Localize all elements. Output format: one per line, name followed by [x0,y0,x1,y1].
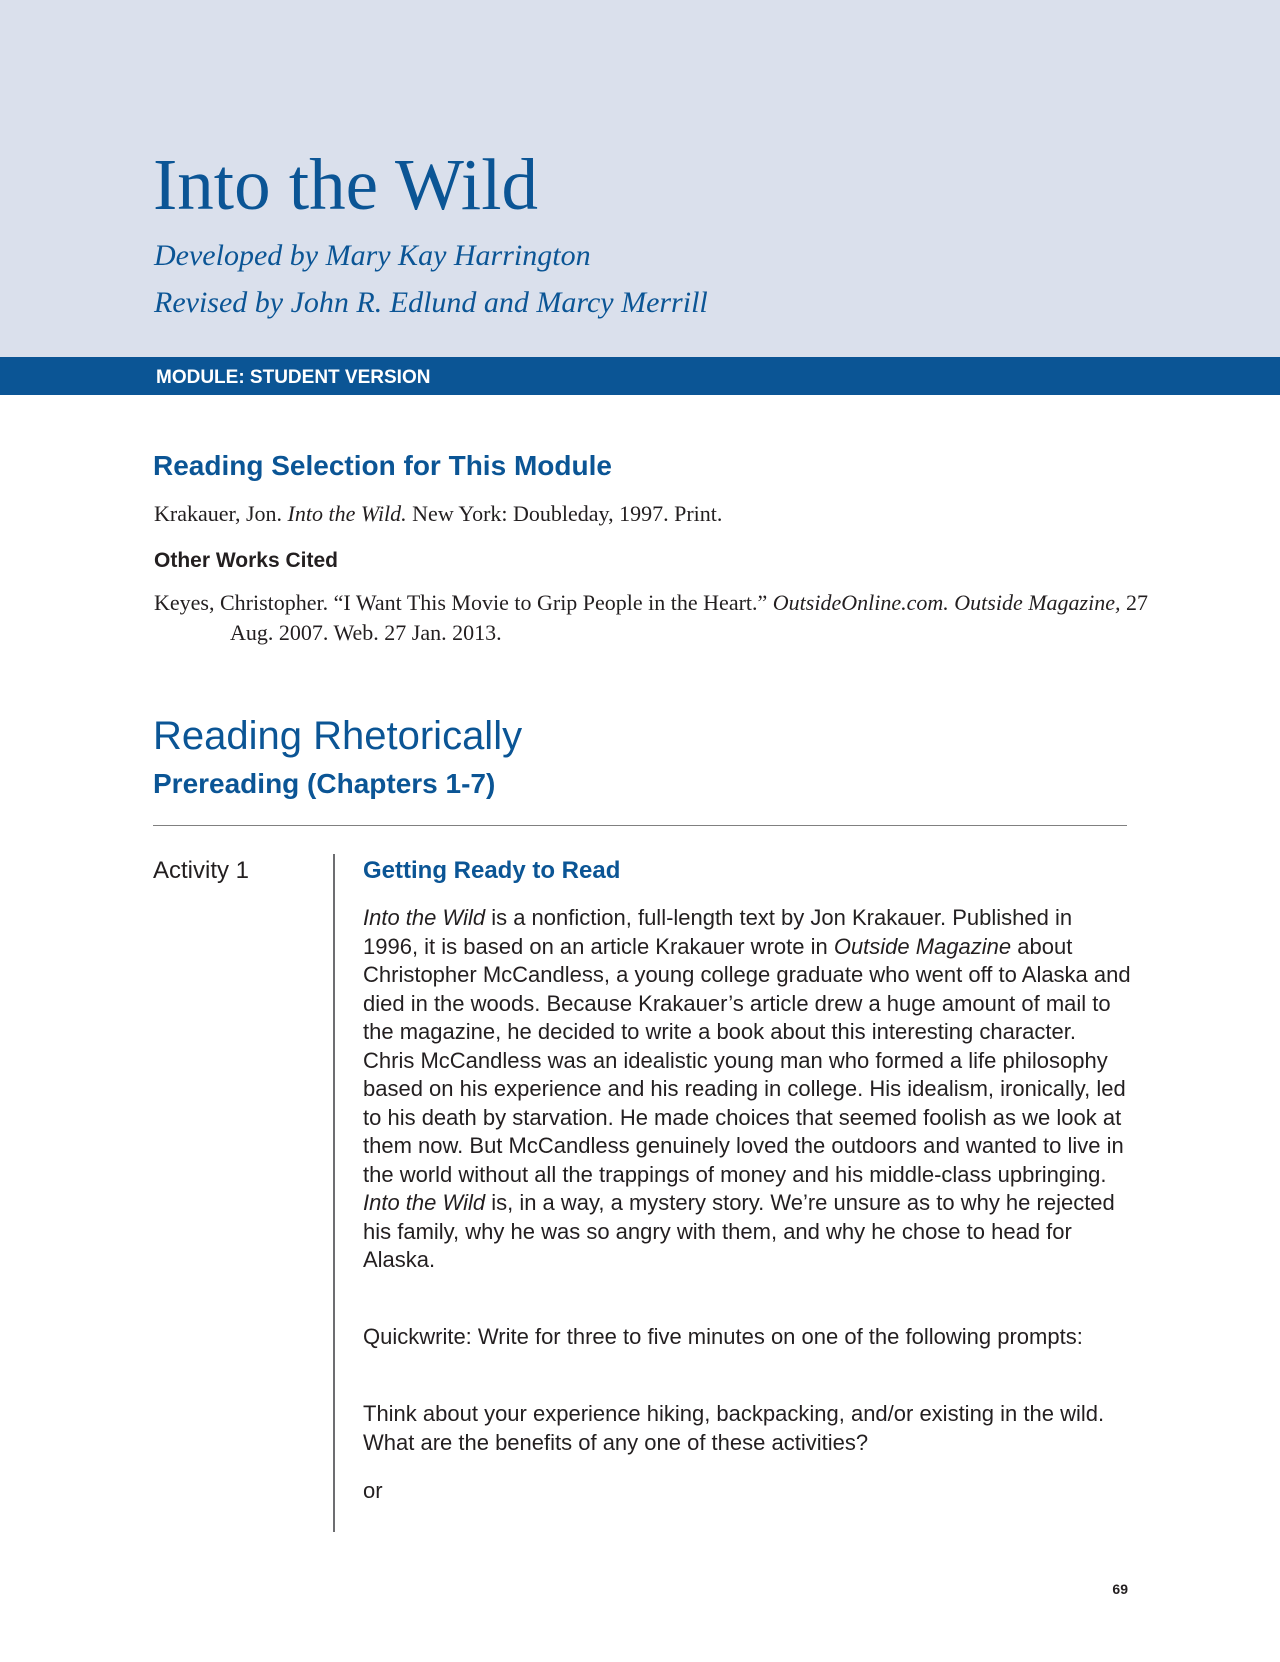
citation-date: 27 Aug. 2007. Web. 27 Jan. 2013. [230,590,1148,645]
module-label: MODULE: STUDENT VERSION [156,367,431,388]
revised-by-line: Revised by John R. Edlund and Marcy Merrill [154,286,708,319]
citation-book-title: Into the Wild. [287,501,407,526]
book-title-ref: Into the Wild [363,905,486,930]
citation-publication: New York: Doubleday, 1997. Print. [406,501,723,526]
other-works-heading: Other Works Cited [154,549,338,572]
paragraph-text: is a nonfiction, full-length text by Jon Krakauer. Published in 1996, it is based on an article Krakauer wrote in [363,905,1073,959]
quickwrite-prompt: Think about your experience hiking, backpacking, and/or existing in the wild. What are the benefits of any one of these activities? [363,1401,1105,1455]
activity-label: Activity 1 [153,857,250,884]
page-number: 69 [1112,1581,1128,1597]
magazine-title-ref: Outside Magazine [833,933,1012,959]
activity-title: Getting Ready to Read [363,857,621,884]
page-title: Into the Wild [153,144,538,225]
reading-selection-heading: Reading Selection for This Module [153,450,612,481]
other-works-citation [154,588,1190,648]
book-title-ref: Into the Wild [363,1190,486,1215]
activity-intro-paragraph [363,904,1133,1275]
developed-by-line: Developed by Mary Kay Harrington [154,239,591,272]
citation-author: Keyes, Christopher. “I Want This Movie to Grip People in the Heart.” [154,590,773,615]
quickwrite-instructions: Quickwrite: Write for three to five minutes on one of the following prompts: [363,1324,1083,1349]
citation-site: OutsideOnline.com. Outside Magazine, [772,590,1121,615]
or-separator: or [363,1478,383,1503]
paragraph-text: about Christopher McCandless, a young college graduate who went off to Alaska and died in the woods. Because Krakauer’s article drew a huge amount of mail to the magazine, he decided to write a book about this interesting character. Chris McCandless was an idealistic young man who formed a life philosophy based on his experience and his reading in college. His idealism, ironically, led to his death by starvation. He made choices that seemed foolish as we look at them now. But McCandless genuinely loved the outdoors and wanted to live in the world without all the trappings of money and his middle-class upbringing. [363,933,1131,1187]
citation-author: Krakauer, Jon. [154,501,288,526]
section-rule [153,825,1127,826]
section-heading: Reading Rhetorically [153,714,523,758]
reading-selection-citation [154,499,722,529]
paragraph-text: is, in a way, a mystery story. We’re unsure as to why he rejected his family, why he was so angry with them, and why he chose to head for Alaska. [363,1190,1115,1272]
activity-divider [333,854,335,1532]
section-subheading: Prereading (Chapters 1-7) [153,768,496,799]
